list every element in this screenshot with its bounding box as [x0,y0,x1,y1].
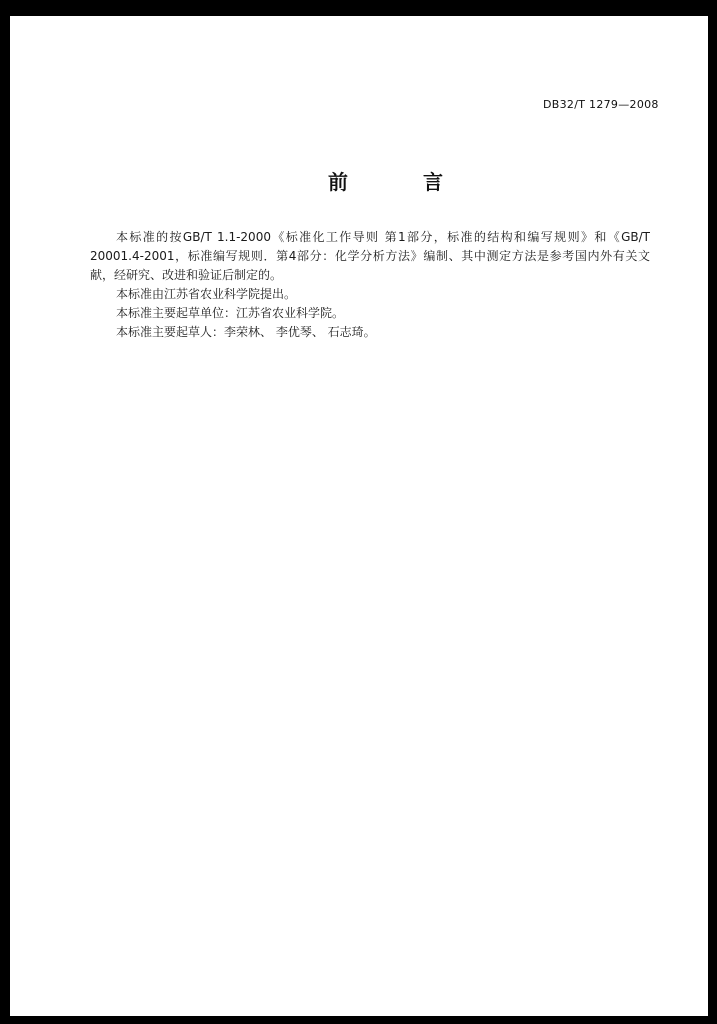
standard-number-header: DB32/T 1279—2008 [543,98,659,111]
foreword-body [90,228,650,342]
foreword-paragraph-2: 本标准由江苏省农业科学院提出。 [116,287,297,301]
foreword-paragraph-1: 本标准的按GB/T 1.1-2000《标准化工作导则 第1部分，标准的结构和编写规则》和《GB/T 20001.4-2001，标准编写规则．第4部分：化学分析方法》编制、其中测定方法是参考国内外有关文献，经研究、改进和验证后制定的。 [90,230,650,282]
foreword-paragraph-3: 本标准主要起草单位：江苏省农业科学院。 [116,306,345,320]
page-title: 前 言 [328,170,477,194]
foreword-paragraph-4: 本标准主要起草人：李荣林、 李优琴、 石志琦。 [116,325,376,339]
